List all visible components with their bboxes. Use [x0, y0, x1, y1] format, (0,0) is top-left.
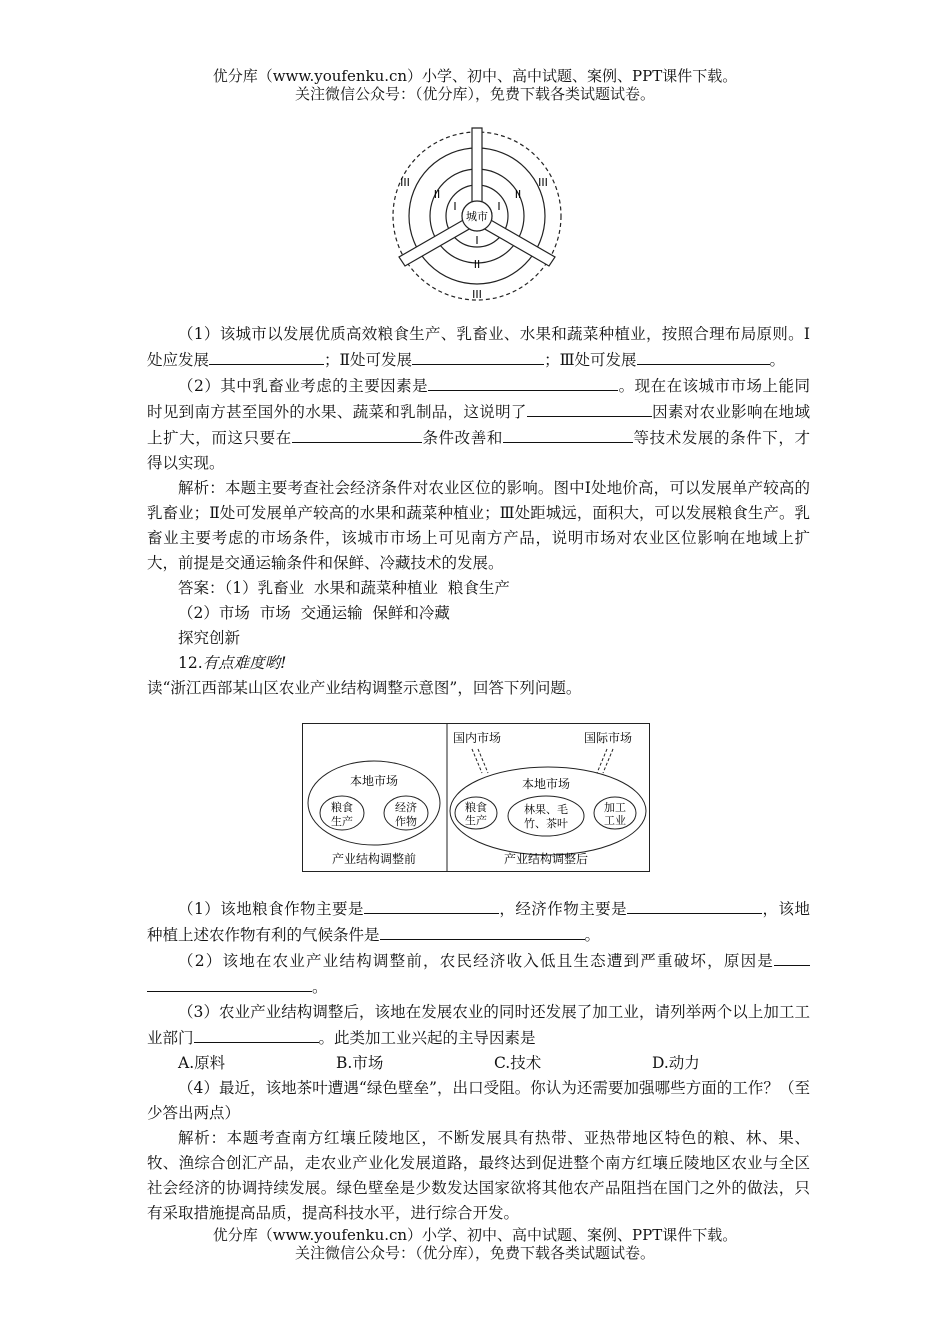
after-industry-l2: 工业: [604, 814, 626, 827]
blank-1-2[interactable]: [412, 347, 544, 365]
footer-line-1: 优分库（www.youfenku.cn）小学、初中、高中试题、案例、PPT课件下载。: [212, 1226, 738, 1244]
q12-title: 12.有点难度哟!: [178, 654, 287, 672]
blank-1-3b[interactable]: [732, 347, 770, 365]
blank-2-1[interactable]: [428, 373, 618, 391]
q12-part1: （1）该地粮食作物主要是 ，经济作物主要是 ，该地种植上述农作物有利的气候条件是 。: [147, 896, 810, 948]
q12-part4: （4）最近，该地茶叶遭遇“绿色壁垒”，出口受阻。你认为还需要加强哪些方面的工作？（至少答出两点）: [147, 1079, 810, 1122]
page-header: [0, 67, 950, 103]
ring2-label-right: II: [514, 188, 522, 201]
blank-2-2[interactable]: [527, 399, 652, 417]
q11-analysis: 解析：本题主要考查社会经济条件对农业区位的影响。图中Ⅰ处地价高，可以发展单产较高的乳畜业；Ⅱ处可发展单产较高的水果和蔬菜种植业；Ⅲ处距城远，面积大，可以发展粮食生产。乳畜业主要考虑的市场条件，该城市市场上可见南方产品，说明市场对农业区位影响在地域上扩大，前提是交通运输条件和保鲜、冷藏技术的发展。: [147, 479, 810, 572]
ring1-label-right: I: [497, 200, 501, 213]
option-a[interactable]: A.原料: [178, 1054, 226, 1072]
page-footer: [0, 1226, 950, 1262]
ring1-label-bottom: I: [475, 234, 479, 247]
q12-analysis: 解析：本题考查南方红壤丘陵地区，不断发展具有热带、亚热带地区特色的粮、林、果、牧、渔综合创汇产品，走农业产业化发展道路，最终达到促进整个南方红壤丘陵地区农业与全区社会经济的协调持续发展。绿色壁垒是少数发达国家欲将其他农产品阻挡在国门之外的做法，只有采取措施提高品质，提高科技水平，进行综合开发。: [147, 1129, 810, 1222]
option-b[interactable]: B.市场: [336, 1054, 384, 1072]
blank-12-1-2[interactable]: [627, 896, 762, 914]
footer-line-2: 关注微信公众号：（优分库），免费下载各类试题试卷。: [294, 1244, 655, 1262]
after-grain-l1: 粮食: [465, 801, 487, 814]
q12-part3: （3）农业产业结构调整后，该地在发展农业的同时还发展了加工业，请列举两个以上加工工业部门 。此类加工业兴起的主导因素是: [147, 1003, 810, 1047]
option-d[interactable]: D.动力: [652, 1054, 700, 1072]
before-cash-l1: 经济: [395, 801, 417, 814]
q12-intro: 读“浙江西部某山区农业产业结构调整示意图”，回答下列问题。: [147, 679, 582, 697]
ring3-label-left: III: [400, 176, 410, 189]
road-north: [472, 128, 482, 202]
q12-part2: （2）该地在农业产业结构调整前，农民经济收入低且生态遭到严重破坏，原因是。: [147, 948, 810, 1000]
domestic-market-label: 国内市场: [452, 731, 502, 745]
blank-1-3[interactable]: [637, 347, 732, 365]
q11-answer-2: （2）市场 市场 交通运输 保鲜和冷藏: [178, 604, 450, 622]
option-c[interactable]: C.技术: [494, 1054, 542, 1072]
after-caption: 产业结构调整后: [503, 852, 589, 866]
international-market-label: 国际市场: [583, 731, 633, 745]
header-line-2: 关注微信公众号：（优分库），免费下载各类试题试卷。: [294, 85, 655, 103]
q12-block: [147, 896, 810, 1226]
blank-2-3[interactable]: [292, 425, 422, 443]
q11-part2: （2）其中乳畜业考虑的主要因素是 。现在在该城市市场上能同时见到南方甚至国外的水果、蔬菜和乳制品，这说明了 因素对农业影响在地域上扩大，而这只要在 条件改善和 等技术发展的条件下，才得以实现。: [147, 373, 810, 476]
after-forest-l1: 林果、毛: [524, 803, 568, 816]
after-forest-l2: 竹、茶叶: [524, 817, 568, 830]
after-market-label: 本地市场: [521, 777, 571, 791]
section-title: 探究创新: [178, 629, 241, 647]
header-line-1: 优分库（www.youfenku.cn）小学、初中、高中试题、案例、PPT课件下载。: [212, 67, 738, 85]
blank-1-1[interactable]: [209, 347, 324, 365]
before-cash-l2: 作物: [395, 815, 417, 828]
ring2-label-bottom: II: [473, 258, 481, 271]
ring2-label-left: II: [433, 188, 441, 201]
before-grain-l1: 粮食: [331, 801, 353, 814]
q11-part1: （1）该城市以发展优质高效粮食生产、乳畜业、水果和蔬菜种植业，按照合理布局原则。Ⅰ处应发展 ；Ⅱ处可发展 ；Ⅲ处可发展 。: [147, 325, 810, 369]
before-grain-l2: 生产: [331, 815, 353, 828]
blank-12-1-3[interactable]: [380, 922, 585, 940]
ring3-label-right: III: [538, 176, 548, 189]
city-label: 城市: [466, 210, 488, 223]
blank-12-2a[interactable]: [774, 948, 810, 966]
q11-block: [147, 322, 810, 701]
before-market-label: 本地市场: [349, 774, 399, 788]
restructure-diagram: [302, 723, 650, 873]
q12-options: [147, 1051, 810, 1076]
after-grain-l2: 生产: [465, 814, 487, 827]
blank-12-1-1[interactable]: [364, 896, 499, 914]
ring3-label-bottom: III: [472, 288, 482, 301]
q11-answer-1: 答案：（1）乳畜业 水果和蔬菜种植业 粮食生产: [178, 579, 510, 597]
blank-12-2b[interactable]: [147, 974, 312, 992]
city-ring-diagram: [385, 124, 570, 304]
after-industry-l1: 加工: [604, 801, 626, 814]
blank-12-3[interactable]: [194, 1025, 319, 1043]
blank-2-4[interactable]: [503, 425, 633, 443]
ring1-label-left: I: [453, 200, 457, 213]
before-caption: 产业结构调整前: [331, 852, 417, 866]
